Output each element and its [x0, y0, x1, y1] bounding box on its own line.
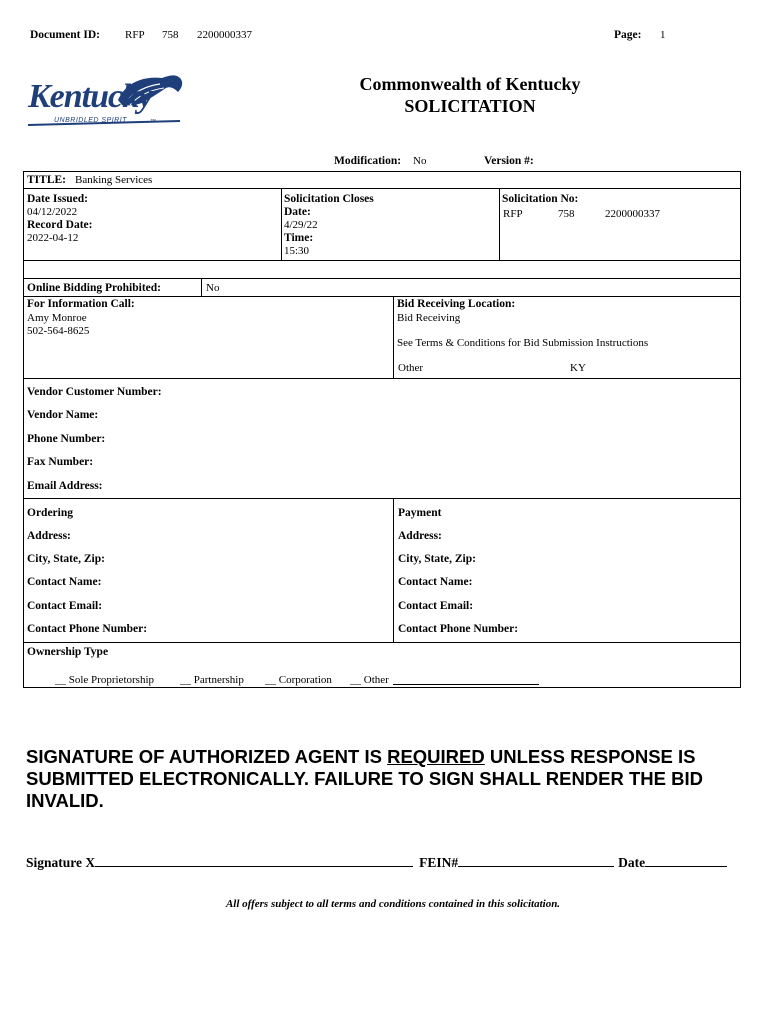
divider: [23, 188, 741, 189]
ownership-sole-option[interactable]: __ Sole Proprietorship: [55, 674, 154, 686]
signature-notice: [26, 746, 748, 812]
ownership-other-option[interactable]: __ Other: [350, 674, 389, 686]
ownership-partnership-option[interactable]: __ Partnership: [180, 674, 244, 686]
version-label: Version #:: [484, 155, 534, 167]
page-label: Page:: [614, 29, 642, 41]
document-id-type: RFP: [125, 29, 145, 41]
date-issued-label: Date Issued:: [27, 193, 89, 205]
divider: [23, 498, 741, 499]
document-id-label: Document ID:: [30, 29, 100, 41]
modification-value: No: [413, 155, 427, 167]
closes-date-label: Date:: [284, 206, 311, 218]
closes-label: Solicitation Closes: [284, 193, 374, 205]
ordering-contact-name-label: Contact Name:: [27, 576, 102, 588]
ordering-address-label: Address:: [27, 530, 71, 542]
page-subtitle: SOLICITATION: [404, 96, 536, 116]
kentucky-logo: [26, 72, 186, 134]
record-date-label: Record Date:: [27, 219, 93, 231]
logo-trademark: ™: [150, 119, 156, 125]
title-label: TITLE:: [27, 174, 66, 186]
ordering-heading: Ordering: [27, 507, 73, 519]
notice-required: REQUIRED: [387, 746, 485, 767]
signature-field[interactable]: [95, 852, 413, 867]
bid-other-label: Other: [398, 362, 424, 374]
vendor-email-label: Email Address:: [27, 480, 103, 492]
vendor-customer-number-label: Vendor Customer Number:: [27, 386, 162, 398]
payment-contact-name-label: Contact Name:: [398, 576, 473, 588]
online-bidding-value: No: [206, 282, 220, 294]
ordering-contact-phone-label: Contact Phone Number:: [27, 623, 148, 635]
document-id-number: 2200000337: [197, 29, 252, 41]
divider: [281, 188, 282, 260]
info-call-label: For Information Call:: [27, 298, 135, 310]
payment-heading: Payment: [398, 507, 442, 519]
logo-tagline: UNBRIDLED SPIRIT: [54, 117, 127, 124]
ordering-city-label: City, State, Zip:: [27, 553, 105, 565]
fein-label: FEIN#: [419, 855, 459, 870]
date-label: Date: [618, 855, 646, 870]
ownership-other-field[interactable]: [393, 684, 539, 685]
divider: [23, 278, 741, 279]
solicitation-no-code: 758: [558, 208, 575, 220]
date-issued-value: 04/12/2022: [27, 206, 78, 218]
divider: [23, 296, 741, 297]
online-bidding-label: Online Bidding Prohibited:: [27, 282, 161, 294]
logo-wordmark: Kentucky: [28, 78, 153, 115]
record-date-value: 2022-04-12: [27, 232, 79, 244]
notice-pre: SIGNATURE OF AUTHORIZED AGENT IS: [26, 746, 388, 767]
divider: [393, 498, 394, 642]
document-id-code: 758: [162, 29, 179, 41]
vendor-phone-label: Phone Number:: [27, 433, 106, 445]
title-value: Banking Services: [75, 174, 153, 186]
divider: [393, 296, 394, 378]
closes-date-value: 4/29/22: [284, 219, 318, 231]
vendor-name-label: Vendor Name:: [27, 409, 99, 421]
bid-receiving-value: Bid Receiving: [397, 312, 461, 324]
solicitation-no-number: 2200000337: [605, 208, 660, 220]
date-field[interactable]: [645, 852, 727, 867]
solicitation-no-type: RFP: [503, 208, 523, 220]
payment-contact-phone-label: Contact Phone Number:: [398, 623, 519, 635]
signature-row: [26, 852, 750, 871]
closes-time-value: 15:30: [284, 245, 310, 257]
modification-label: Modification:: [334, 155, 402, 167]
divider: [499, 188, 500, 260]
payment-contact-email-label: Contact Email:: [398, 600, 474, 612]
fein-field[interactable]: [458, 852, 614, 867]
divider: [23, 260, 741, 261]
signature-label: Signature X: [26, 855, 96, 870]
bid-instructions: See Terms & Conditions for Bid Submission Instructions: [397, 337, 649, 349]
closes-time-label: Time:: [284, 232, 314, 244]
ownership-corporation-option[interactable]: __ Corporation: [265, 674, 332, 686]
info-contact-name: Amy Monroe: [27, 312, 87, 324]
footer-terms: All offers subject to all terms and conditions contained in this solicitation.: [225, 898, 561, 910]
bid-receiving-label: Bid Receiving Location:: [397, 298, 516, 310]
page-title: Commonwealth of Kentucky: [359, 74, 581, 94]
divider: [23, 642, 741, 643]
page-number: 1: [660, 29, 666, 41]
notice-post: UNLESS RESPONSE IS SUBMITTED ELECTRONICALLY. FAILURE TO SIGN SHALL RENDER THE BID INVALID.: [26, 746, 704, 811]
divider: [201, 278, 202, 296]
ordering-contact-email-label: Contact Email:: [27, 600, 103, 612]
payment-city-label: City, State, Zip:: [398, 553, 476, 565]
payment-address-label: Address:: [398, 530, 442, 542]
solicitation-no-label: Solicitation No:: [502, 193, 579, 205]
info-contact-phone: 502-564-8625: [27, 325, 90, 337]
divider: [23, 378, 741, 379]
solicitation-form: [23, 171, 741, 688]
bid-state: KY: [570, 362, 586, 374]
vendor-fax-label: Fax Number:: [27, 456, 94, 468]
ownership-heading: Ownership Type: [27, 646, 109, 658]
